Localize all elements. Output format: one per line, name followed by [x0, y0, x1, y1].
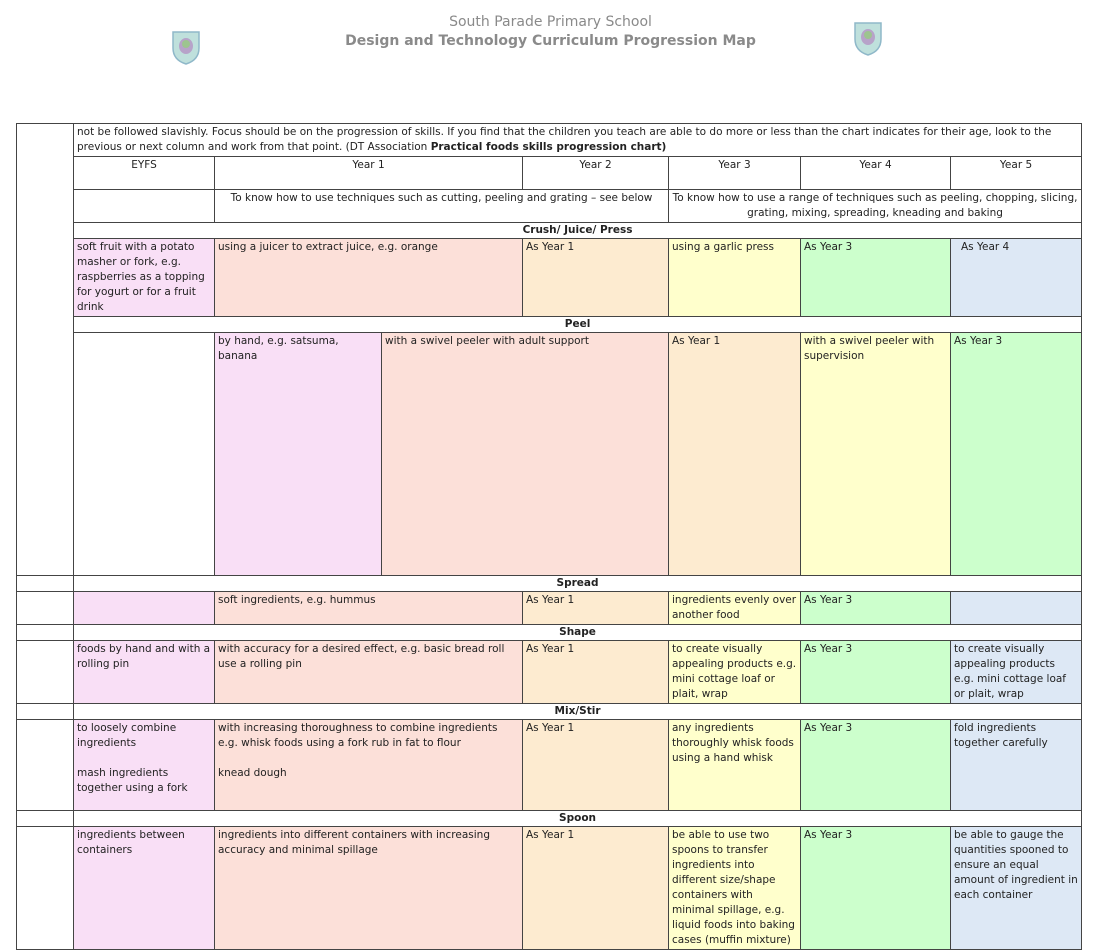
cell-eyfs: ingredients between containers	[74, 827, 215, 950]
section-title: Spread	[74, 576, 1082, 592]
cell-year-4: As Year 3	[801, 592, 951, 625]
cell-eyfs	[74, 592, 215, 625]
cell-year-3: any ingredients thoroughly whisk foods using a hand whisk	[669, 720, 801, 811]
objective-ks2: To know how to use a range of techniques such as peeling, chopping, slicing, grating, mixing, spreading, kneading and baking	[669, 190, 1082, 223]
section-title: Peel	[74, 317, 1082, 333]
cell-year-4: As Year 3	[801, 827, 951, 950]
year-header-3: Year 3	[669, 157, 801, 190]
year-header-2: Year 2	[523, 157, 669, 190]
section-header-row	[17, 317, 1082, 333]
cell-year-5: to create visually appealing products e.g. mini cottage loaf or plait, wrap	[951, 641, 1082, 704]
cell-year-1: with increasing thoroughness to combine ingredients e.g. whisk foods using a fork rub in fat to flour knead dough	[215, 720, 523, 811]
table-row	[17, 239, 1082, 317]
school-crest-icon	[171, 28, 201, 66]
left-margin-cell	[17, 576, 74, 592]
cell-year-4: As Year 3	[801, 641, 951, 704]
table-row	[17, 592, 1082, 625]
section-header-row	[17, 576, 1082, 592]
cell-year-2: As Year 1	[523, 592, 669, 625]
cell-year-5	[951, 592, 1082, 625]
section-header-row	[17, 625, 1082, 641]
intro-text: not be followed slavishly. Focus should be on the progression of skills. If you find that the children you teach are able to do more or less than the chart indicates for their age, look to the previous or next column and work from that point. (DT Association Practical foods skills progression chart)	[74, 124, 1082, 157]
school-crest-icon	[853, 19, 883, 57]
cell-year-2: As Year 1	[523, 641, 669, 704]
left-margin-cell	[17, 720, 74, 811]
left-margin-cell	[17, 592, 74, 625]
section-title: Shape	[74, 625, 1082, 641]
left-margin-cell	[74, 333, 215, 576]
cell-year-4: As Year 3	[951, 333, 1082, 576]
page-title: Design and Technology Curriculum Progression Map	[345, 33, 756, 49]
left-margin-cell	[17, 811, 74, 827]
section-header-row	[17, 811, 1082, 827]
cell-year-4: As Year 3	[801, 720, 951, 811]
year-header-4: Year 4	[801, 157, 951, 190]
cell-year-3: be able to use two spoons to transfer ingredients into different size/shape containers with minimal spillage, e.g. liquid foods into baking cases (muffin mixture)	[669, 827, 801, 950]
objective-ks1: To know how to use techniques such as cutting, peeling and grating – see below	[215, 190, 669, 223]
cell-eyfs: foods by hand and with a rolling pin	[74, 641, 215, 704]
table-row	[17, 720, 1082, 811]
cell-year-3: using a garlic press	[669, 239, 801, 317]
cell-year-5: fold ingredients together carefully	[951, 720, 1082, 811]
cell-year-2: As Year 1	[669, 333, 801, 576]
cell-year-3: with a swivel peeler with supervision	[801, 333, 951, 576]
left-margin-cell	[17, 625, 74, 641]
progression-table	[16, 123, 1082, 950]
objectives-row	[17, 190, 1082, 223]
year-header-eyfs: EYFS	[74, 157, 215, 190]
left-margin-cell	[17, 641, 74, 704]
school-name: South Parade Primary School	[449, 14, 652, 30]
table-row	[17, 641, 1082, 704]
section-header-row	[17, 704, 1082, 720]
cell-year-4: As Year 3	[801, 239, 951, 317]
cell-year-1: ingredients into different containers with increasing accuracy and minimal spillage	[215, 827, 523, 950]
cell-year-1: with a swivel peeler with adult support	[382, 333, 669, 576]
cell-eyfs: soft fruit with a potato masher or fork, e.g. raspberries as a topping for yogurt or for a fruit drink	[74, 239, 215, 317]
cell-year-2: As Year 1	[523, 720, 669, 811]
section-title: Spoon	[74, 811, 1082, 827]
cell-year-5: be able to gauge the quantities spooned to ensure an equal amount of ingredient in each container	[951, 827, 1082, 950]
table-row	[17, 333, 1082, 576]
left-margin-cell	[17, 124, 74, 576]
cell-year-5: As Year 4	[951, 239, 1082, 317]
cell-year-1: with accuracy for a desired effect, e.g. basic bread roll use a rolling pin	[215, 641, 523, 704]
left-margin-cell	[17, 704, 74, 720]
cell-year-2: As Year 1	[523, 239, 669, 317]
objective-eyfs	[74, 190, 215, 223]
section-title: Mix/Stir	[74, 704, 1082, 720]
year-header-row	[17, 157, 1082, 190]
section-header-row	[17, 223, 1082, 239]
cell-eyfs: to loosely combine ingredients mash ingredients together using a fork	[74, 720, 215, 811]
cell-year-1: soft ingredients, e.g. hummus	[215, 592, 523, 625]
cell-year-2: As Year 1	[523, 827, 669, 950]
intro-row	[17, 124, 1082, 157]
left-margin-cell	[17, 827, 74, 950]
table-row	[17, 827, 1082, 950]
cell-year-3: ingredients evenly over another food	[669, 592, 801, 625]
year-header-1: Year 1	[215, 157, 523, 190]
section-title: Crush/ Juice/ Press	[74, 223, 1082, 239]
cell-eyfs: by hand, e.g. satsuma, banana	[215, 333, 382, 576]
year-header-5: Year 5	[951, 157, 1082, 190]
cell-year-1: using a juicer to extract juice, e.g. orange	[215, 239, 523, 317]
cell-year-3: to create visually appealing products e.g. mini cottage loaf or plait, wrap	[669, 641, 801, 704]
